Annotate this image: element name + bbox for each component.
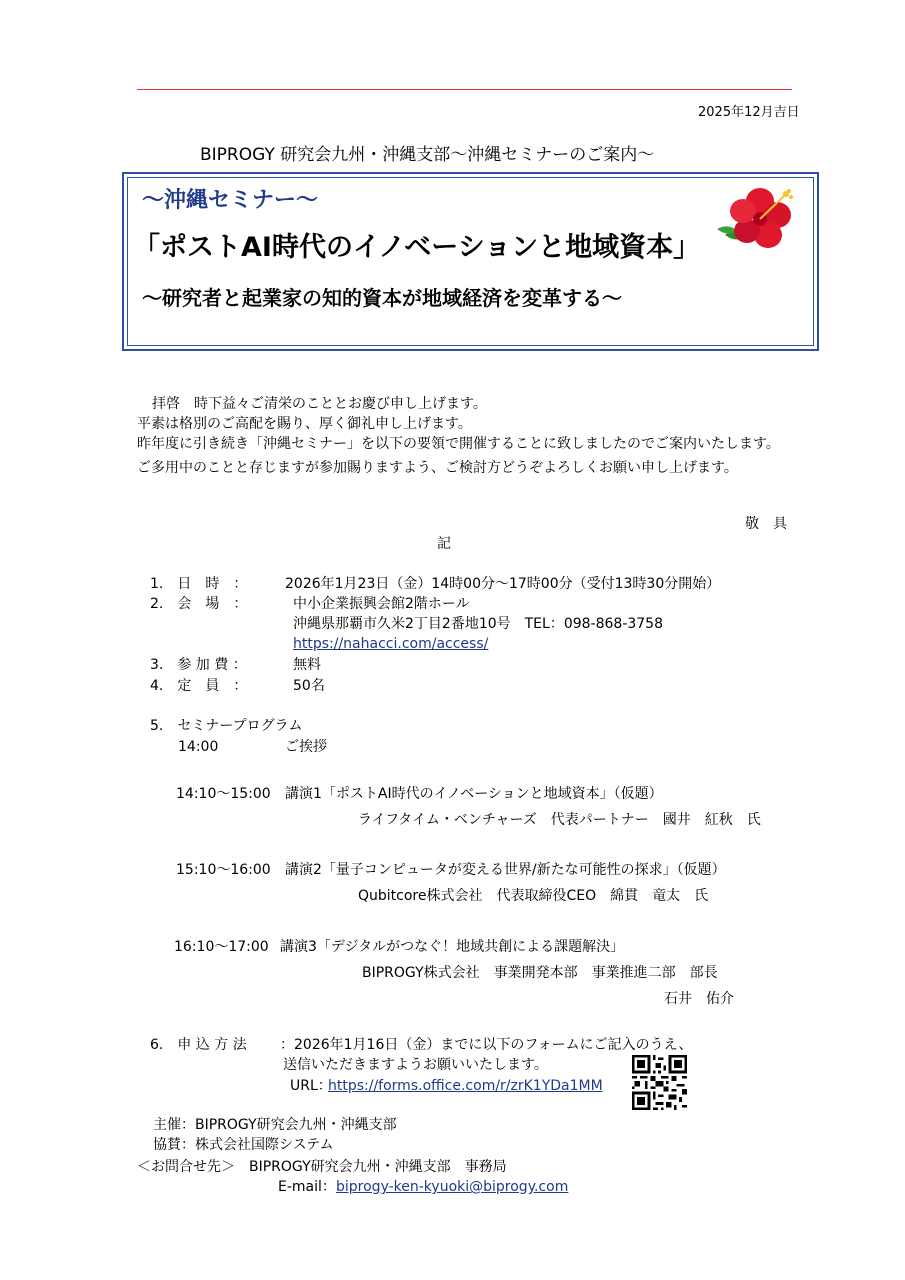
session-time: 15:10～16:00 [176, 862, 271, 878]
venue-address: 沖縄県那覇市久米2丁目2番地10号 TEL：098-868-3758 [293, 616, 664, 632]
capacity-label: 4. 定 員 ： [150, 678, 248, 694]
greeting-line-1: 拝啓 時下益々ご清栄のこととお慶び申し上げます。 [152, 396, 487, 412]
email-label: E-mail： [278, 1179, 336, 1195]
apply-line-2: 送信いただきますようお願いいたします。 [283, 1057, 548, 1073]
session-title: 講演3「デジタルがつなぐ！地域共創による課題解決」 [280, 939, 625, 955]
page-title: BIPROGY 研究会九州・沖縄支部～沖縄セミナーのご案内～ [200, 145, 655, 165]
date-value: 2026年1月23日（金）14時00分～17時00分（受付13時30分開始） [285, 576, 721, 592]
session-speaker: Qubitcore株式会社 代表取締役CEO 綿貫 竜太 氏 [358, 888, 709, 904]
capacity-value: 50名 [293, 678, 325, 694]
top-rule [137, 89, 792, 90]
session-time: 14:10～15:00 [176, 786, 271, 802]
form-url-link[interactable]: https://forms.office.com/r/zrK1YDa1MM [328, 1078, 603, 1094]
session-time: 16:10～17:00 [174, 939, 269, 955]
program-heading: 5. セミナープログラム [150, 718, 303, 734]
greeting-line-2: 平素は格別のご高配を賜り、厚く御礼申し上げます。 [137, 416, 472, 432]
banner-subtitle: ～沖縄セミナー～ [142, 188, 319, 213]
greeting-line-4: ご多用中のことと存じますが参加賜りますよう、ご検討方どうぞよろしくお願い申し上げます。 [137, 460, 738, 476]
session-title: 講演1「ポストAI時代のイノベーションと地域資本」（仮題） [285, 786, 663, 802]
closing: 敬 具 [745, 516, 787, 532]
session-title: 講演2「量子コンピュータが変える世界/新たな可能性の探求」（仮題） [285, 862, 726, 878]
fee-label: 3. 参 加 費 ： [150, 657, 247, 673]
session-time: 14:00 [178, 739, 219, 755]
contact: ＜お問合せ先＞ BIPROGY研究会九州・沖縄支部 事務局 [137, 1159, 507, 1175]
banner-title: 「ポストAI時代のイノベーションと地域資本」 [133, 232, 701, 263]
venue-name: 中小企業振興会館2階ホール [293, 596, 470, 612]
hibiscus-icon [715, 183, 805, 258]
session-title: ご挨拶 [285, 739, 327, 755]
email-link[interactable]: biprogy-ken-kyuoki@biprogy.com [336, 1179, 569, 1195]
date-label: 1. 日 時 ： [150, 576, 248, 592]
ki-heading: 記 [437, 536, 451, 552]
session-speaker: BIPROGY株式会社 事業開発本部 事業推進二部 部長 [362, 965, 718, 981]
session-speaker: ライフタイム・ベンチャーズ 代表パートナー 國井 紅秋 氏 [358, 812, 761, 828]
banner-tagline: ～研究者と起業家の知的資本が地域経済を変革する～ [142, 286, 622, 310]
venue-url-link[interactable]: https://nahacci.com/access/ [293, 636, 489, 652]
qr-code-icon[interactable] [632, 1055, 687, 1110]
session-speaker-name: 石井 佑介 [664, 991, 734, 1007]
fee-value: 無料 [293, 657, 321, 673]
issue-date: 2025年12月吉日 [698, 105, 800, 120]
sponsor: 協賛：株式会社国際システム [153, 1137, 334, 1153]
host: 主催：BIPROGY研究会九州・沖縄支部 [153, 1117, 397, 1133]
apply-label: 6. 申 込 方 法 [150, 1037, 247, 1053]
apply-line-1: ：2026年1月16日（金）までに以下のフォームにご記入のうえ、 [280, 1037, 693, 1053]
form-url-label: URL： [290, 1078, 332, 1094]
greeting-line-3: 昨年度に引き続き「沖縄セミナー」を以下の要領で開催することに致しましたのでご案内いたします。 [137, 436, 780, 452]
venue-label: 2. 会 場 ： [150, 596, 248, 612]
